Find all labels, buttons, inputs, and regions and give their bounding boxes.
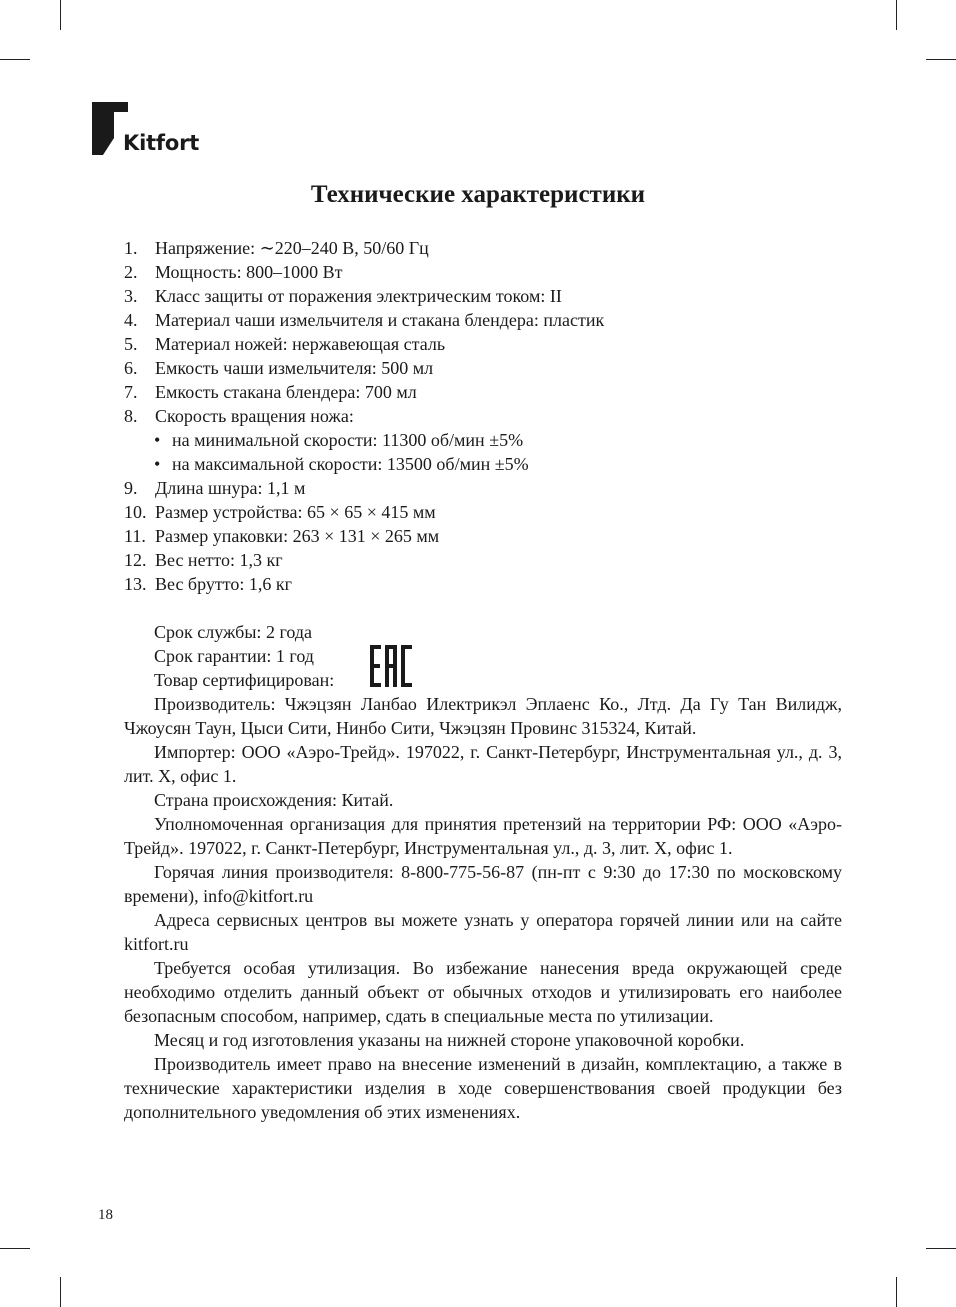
spec-item [124,500,844,524]
authorized-org-paragraph: Уполномоченная организация для принятия претензий на территории РФ: ООО «Аэро-Трейд». 197022, г. Санкт-Петербург, Инструментальная ул., д. 3, лит. Х, офис 1. [124,814,842,858]
spec-item [124,260,844,284]
bullet-icon: • [154,454,161,474]
crop-mark [896,0,897,30]
manufacturer-paragraph: Производитель: Чжэцзян Ланбао Илектрикэл Эплаенс Ко., Лтд. Да Гу Тан Вилидж, Чжоусян Таун, Цыси Сити, Нинбо Сити, Чжэцзян Провинс 315324, Китай. [124,694,842,738]
spec-text: Вес брутто: 1,6 кг [155,574,292,594]
spec-number: 7. [124,382,138,402]
spec-number: 12. [124,550,147,570]
crop-mark [60,0,61,30]
spec-number: 4. [124,310,138,330]
spec-text: Размер упаковки: 263 × 131 × 265 мм [155,526,440,546]
bullet-text: на минимальной скорости: 11300 об/мин ±5% [172,430,524,450]
spec-number: 11. [124,526,146,546]
spec-text: Вес нетто: 1,3 кг [155,550,283,570]
spec-text: Мощность: 800–1000 Вт [155,262,343,282]
hotline-paragraph: Горячая линия производителя: 8-800-775-56-87 (пн-пт с 9:30 до 17:30 по московскому времени), info@kitfort.ru [124,862,842,906]
spec-item [124,356,844,380]
spec-bullet [124,452,844,476]
spec-bullet [124,428,844,452]
service-centers-paragraph: Адреса сервисных центров вы можете узнать у оператора горячей линии или на сайте kitfort.ru [124,910,842,954]
spec-number: 13. [124,574,147,594]
origin-paragraph: Страна происхождения: Китай. [154,790,394,810]
spec-item [124,236,844,260]
spec-item [124,284,844,308]
spec-item [124,380,844,404]
spec-text: Размер устройства: 65 × 65 × 415 мм [155,502,436,522]
page-number: 18 [98,1207,113,1223]
spec-text: Скорость вращения ножа: [155,406,354,426]
spec-number: 3. [124,286,138,306]
spec-number: 2. [124,262,138,282]
spec-number: 9. [124,478,138,498]
certified-label: Товар сертифицирован: [154,670,335,690]
page-title: Технические характеристики [310,181,646,208]
spec-number: 8. [124,406,138,426]
spec-item [124,524,844,548]
spec-item [124,476,844,500]
bullet-icon: • [154,430,161,450]
warranty: Срок гарантии: 1 год [154,646,314,666]
info-section [124,620,842,1124]
spec-item [124,404,844,428]
bullet-text: на максимальной скорости: 13500 об/мин ±5% [172,454,529,474]
spec-item [124,548,844,572]
crop-mark [896,1277,897,1307]
crop-mark [926,59,956,60]
eac-mark-icon [370,645,412,687]
importer-paragraph: Импортер: ООО «Аэро-Трейд». 197022, г. Санкт-Петербург, Инструментальная ул., д. 3, лит. Х, офис 1. [124,742,842,786]
spec-text: Емкость стакана блендера: 700 мл [155,382,417,402]
spec-item [124,572,844,596]
changes-paragraph: Производитель имеет право на внесение изменений в дизайн, комплектацию, а также в технические характеристики изделия в ходе совершенствования своей продукции без дополнительного уведомления об этих изменениях. [124,1054,842,1122]
spec-number: 1. [124,238,138,258]
crop-mark [0,1248,30,1249]
spec-number: 10. [124,502,147,522]
spec-number: 6. [124,358,138,378]
spec-text: Класс защиты от поражения электрическим током: II [155,286,562,306]
spec-item [124,308,844,332]
spec-text: Емкость чаши измельчителя: 500 мл [155,358,434,378]
spec-number: 5. [124,334,138,354]
disposal-paragraph: Требуется особая утилизация. Во избежание нанесения вреда окружающей среде необходимо отделить данный объект от обычных отходов и утилизировать его наиболее безопасным способом, например, сдать в специальные места по утилизации. [124,958,842,1026]
spec-text: Материал чаши измельчителя и стакана блендера: пластик [155,310,605,330]
crop-mark [60,1277,61,1307]
spec-text: Длина шнура: 1,1 м [155,478,306,498]
service-life: Срок службы: 2 года [154,622,313,642]
manufacture-date-paragraph: Месяц и год изготовления указаны на нижней стороне упаковочной коробки. [154,1030,745,1050]
crop-mark [0,59,30,60]
kitfort-logo [92,102,202,156]
logo-text: Kitfort [123,131,200,155]
spec-list [124,236,844,596]
spec-text: Напряжение: ∼220–240 В, 50/60 Гц [155,238,429,258]
spec-item [124,332,844,356]
crop-mark [926,1248,956,1249]
spec-text: Материал ножей: нержавеющая сталь [155,334,446,354]
